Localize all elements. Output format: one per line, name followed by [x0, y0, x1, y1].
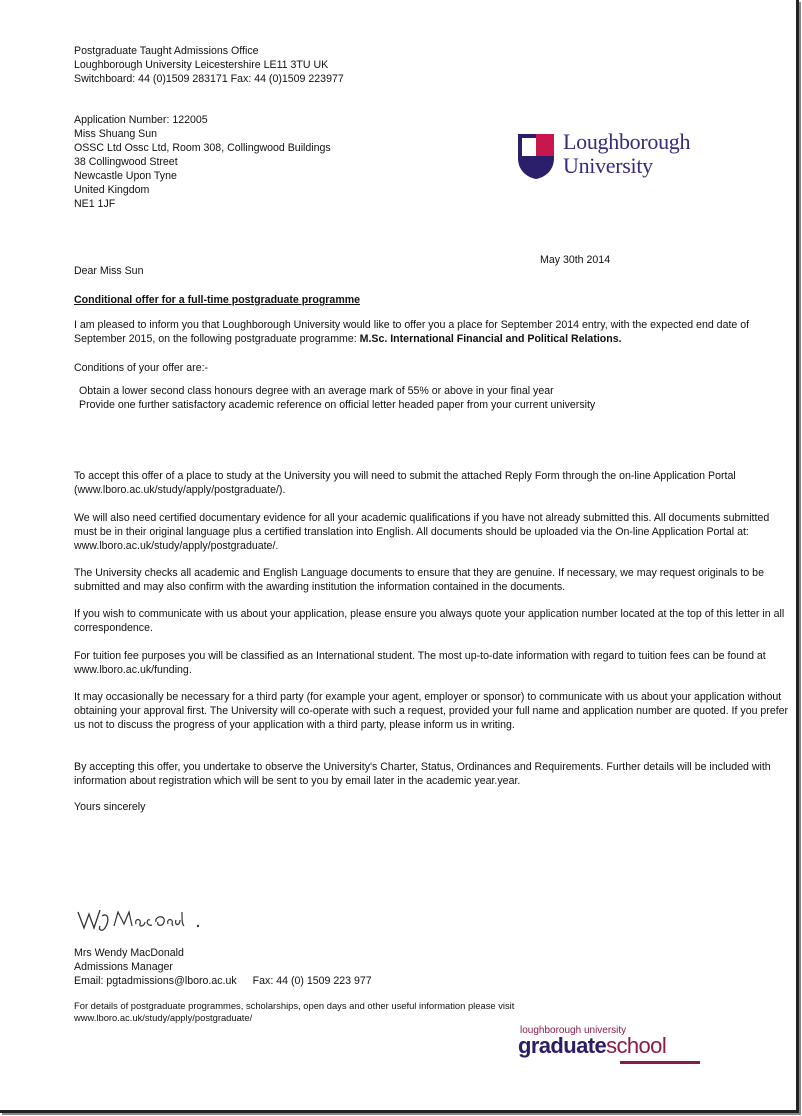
recipient-address-1: OSSC Ltd Ossc Ltd, Room 308, Collingwood Buildings [74, 142, 331, 154]
graduate-logo-bold: graduate [518, 1033, 607, 1058]
footnote-url: www.lboro.ac.uk/study/apply/postgraduate/ [74, 1012, 253, 1023]
sender-office: Postgraduate Taught Admissions Office [74, 45, 259, 57]
graduate-logo-underline [620, 1061, 700, 1064]
recipient-country: United Kingdom [74, 184, 150, 196]
recipient-postcode: NE1 1JF [74, 198, 116, 210]
paragraph-verification: The University checks all academic and English Language documents to ensure that they are genuine. If necessary, we may request originals to be submitted and may also confirm with the awarding institution the information contained in the documents. [74, 567, 764, 593]
condition-item: Obtain a lower second class honours degree with an average mark of 55% or above in your final year [79, 385, 554, 397]
signatory-name: Mrs Wendy MacDonald [74, 947, 184, 959]
letter-date: May 30th 2014 [540, 254, 611, 266]
conditions-list [79, 384, 595, 412]
intro-paragraph [74, 318, 790, 346]
recipient-block [74, 113, 331, 211]
sender-university: Loughborough University Leicestershire LE11 3TU UK [74, 59, 329, 71]
signatory-title: Admissions Manager [74, 961, 173, 973]
signatory-fax: Fax: 44 (0) 1509 223 977 [252, 975, 372, 987]
closing: Yours sincerely [74, 801, 146, 813]
handwritten-signature [74, 902, 214, 936]
footnote-line-1: For details of postgraduate programmes, scholarships, open days and other useful information please visit [74, 1000, 515, 1011]
university-logo [516, 130, 712, 182]
signatory-contact [74, 974, 372, 988]
application-number: Application Number: 122005 [74, 114, 208, 126]
recipient-address-2: 38 Collingwood Street [74, 156, 178, 168]
signatory-email: Email: pgtadmissions@lboro.ac.uk [74, 975, 237, 987]
signatory-block [74, 946, 372, 988]
graduate-school-logo [514, 1024, 702, 1072]
paragraph-correspondence: If you wish to communicate with us about your application, please ensure you always quote your application number located at the top of this letter in all correspondence. [74, 608, 785, 634]
crest-icon [516, 132, 556, 180]
subject-heading: Conditional offer for a full-time postgraduate programme [74, 294, 361, 306]
paragraph-documents: We will also need certified documentary evidence for all your academic qualifications if you have not already submitted this. All documents submitted must be in their original language plus a certified translation into English. All documents should be uploaded via the On-line Application Portal at: www.lboro.ac.uk/study/apply/postgraduate/. [74, 512, 770, 552]
graduate-logo-light: school [606, 1033, 667, 1058]
sender-address [74, 44, 344, 86]
conditions-heading: Conditions of your offer are:- [74, 362, 209, 374]
paragraph-charter: By accepting this offer, you undertake to observe the University's Charter, Status, Ordinances and Requirements. Further details will be included with information about registration which will be sent to you by email later in the academic year.year. [74, 761, 771, 787]
paragraph-tuition-fees: For tuition fee purposes you will be classified as an International student. The most up-to-date information with regard to tuition fees can be found at www.lboro.ac.uk/funding. [74, 650, 766, 676]
recipient-address-3: Newcastle Upon Tyne [74, 170, 177, 182]
university-wordmark [563, 130, 690, 178]
intro-text: I am pleased to inform you that Loughborough University would like to offer you a place for September 2014 entry, with the expected end date of September 2015, on the following postgraduate programme: [74, 319, 750, 345]
salutation: Dear Miss Sun [74, 265, 144, 277]
recipient-name: Miss Shuang Sun [74, 128, 158, 140]
graduate-logo-wordmark [518, 1033, 666, 1059]
sender-phone-fax: Switchboard: 44 (0)1509 283171 Fax: 44 (0)1509 223977 [74, 73, 344, 85]
wordmark-line-1: Loughborough [563, 129, 691, 154]
wordmark-line-2: University [563, 153, 653, 178]
paragraph-third-party: It may occasionally be necessary for a third party (for example your agent, employer or sponsor) to communicate with us about your application without obtaining your approval first. The University will co-operate with such a request, provided your full name and application number are quoted. If you prefer us not to discuss the progress of your application with a third party, please inform us in writing. [74, 691, 789, 731]
paragraph-accept-offer: To accept this offer of a place to study at the University you will need to submit the attached Reply Form through the on-line Application Portal (www.lboro.ac.uk/study/apply/postgraduate/). [74, 470, 736, 496]
footnote [74, 1000, 514, 1024]
condition-item: Provide one further satisfactory academic reference on official letter headed paper from your current university [79, 399, 596, 411]
programme-name: M.Sc. International Financial and Political Relations. [359, 333, 622, 345]
graduate-logo-university: loughborough university [520, 1025, 627, 1036]
